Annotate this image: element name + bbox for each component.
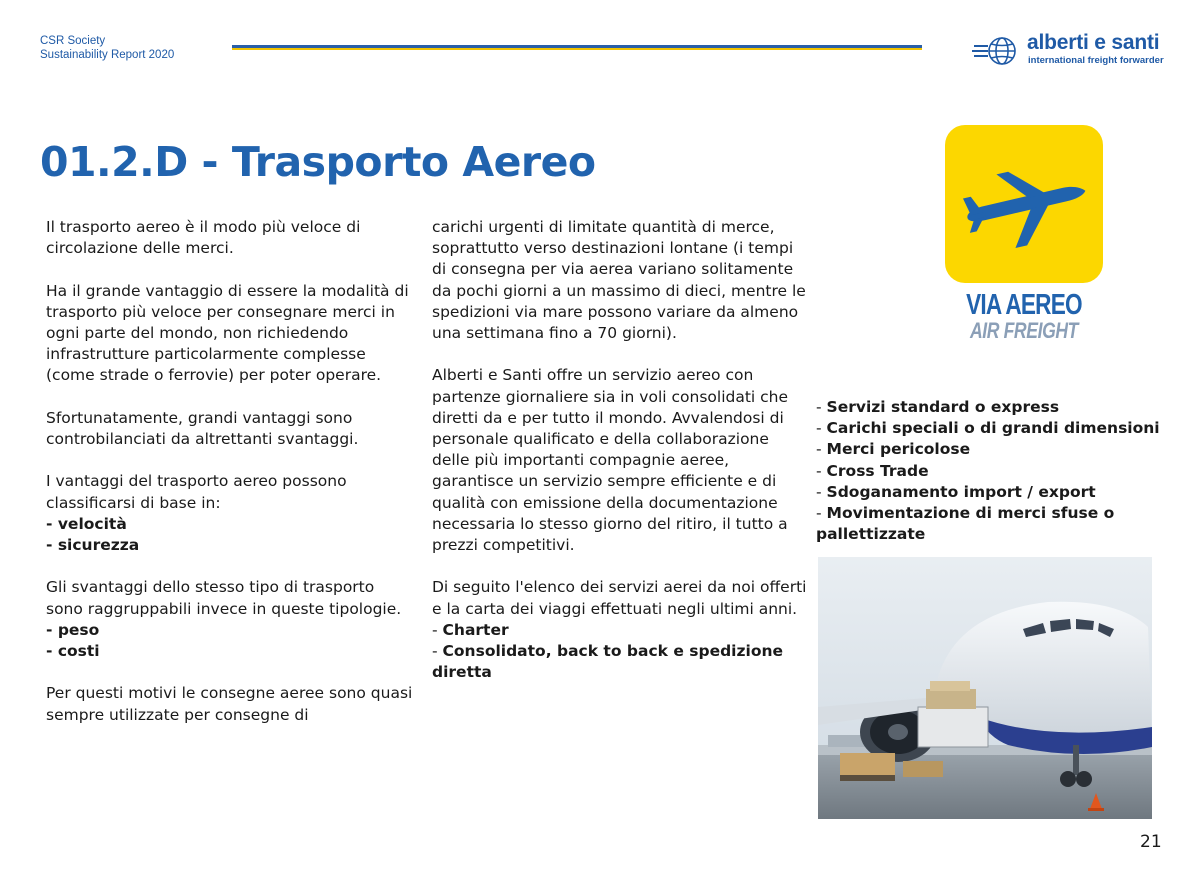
page-title: 01.2.D - Trasporto Aereo — [40, 138, 596, 186]
logo-name: alberti e santi — [1027, 31, 1160, 54]
text-column-1 — [46, 217, 416, 747]
advantage-item: - velocità — [46, 514, 127, 533]
paragraph: Di seguito l'elenco dei servizi aerei da noi offerti e la carta dei viaggi effettuati negli ultimi anni. — [432, 578, 807, 618]
service-item: - Cross Trade — [816, 461, 929, 480]
badge-title: VIA AEREO — [966, 289, 1082, 321]
company-logo — [972, 33, 1168, 69]
advantage-item: - sicurezza — [46, 536, 140, 554]
text-column-2 — [432, 217, 810, 683]
page-number: 21 — [1140, 832, 1162, 852]
service-item: - Merci pericolose — [816, 440, 971, 459]
paragraph: Sfortunatamente, grandi vantaggi sono controbilanciati da altrettanti svantaggi. — [46, 408, 359, 448]
disadvantage-item: - peso — [46, 620, 100, 639]
paragraph: Ha il grande vantaggio di essere la modalità di trasporto più veloce per consegnare merci in ogni parte del mondo, non richiedendo infrastrutture particolarmente complesse (come strade o ferrovie) per poter operare. — [46, 281, 409, 385]
disadvantage-item: - costi — [46, 642, 100, 660]
paragraph: carichi urgenti di limitate quantità di merce, soprattutto verso destinazioni lontane (i tempi di consegna per via aerea variano solitamente da pochi giorni a un massimo di dieci, mentre le spedizioni via mare possono variare da almeno una settimana fino a 70 giorni). — [432, 218, 806, 343]
header-divider — [232, 45, 922, 50]
report-header — [40, 34, 174, 62]
badge-subtitle: AIR FREIGHT — [969, 318, 1079, 343]
service-item: - Servizi standard o express — [816, 398, 1060, 416]
paragraph: Il trasporto aereo è il modo più veloce di circolazione delle merci. — [46, 218, 361, 258]
service-list-item: - Consolidato, back to back e spedizione diretta — [432, 642, 784, 682]
service-item: - Movimentazione di merci sfuse o pallettizzate — [816, 504, 1115, 544]
airplane-cargo-photo — [818, 557, 1152, 819]
air-freight-badge — [945, 125, 1103, 283]
service-list-item: - Charter — [432, 620, 509, 639]
globe-logo-icon — [972, 35, 1024, 67]
paragraph: Alberti e Santi offre un servizio aereo con partenze giornaliere sia in voli consolidati che diretti da e per tutto il mondo. Avvalendosi di personale qualificato e della collaborazione delle più importanti compagnie aeree, garantisce un servizio sempre efficiente e di qualità con emissione della documentazione necessaria lo stesso giorno del ritiro, il tutto a prezzi competitivi. — [432, 366, 789, 555]
paragraph: I vantaggi del trasporto aereo possono classificarsi di base in: — [46, 472, 347, 512]
services-list — [816, 397, 1188, 545]
header-org: CSR Society — [40, 35, 106, 47]
service-item: - Carichi speciali o di grandi dimensioni — [816, 419, 1160, 438]
paragraph: Gli svantaggi dello stesso tipo di trasporto sono raggruppabili invece in queste tipologie. — [46, 578, 402, 618]
header-report-title: Sustainability Report 2020 — [40, 49, 175, 61]
paragraph: Per questi motivi le consegne aeree sono quasi sempre utilizzate per consegne di — [46, 684, 413, 724]
logo-tagline: international freight forwarder — [1028, 55, 1164, 66]
service-item: - Sdoganamento import / export — [816, 482, 1096, 501]
airplane-icon — [945, 125, 1103, 283]
